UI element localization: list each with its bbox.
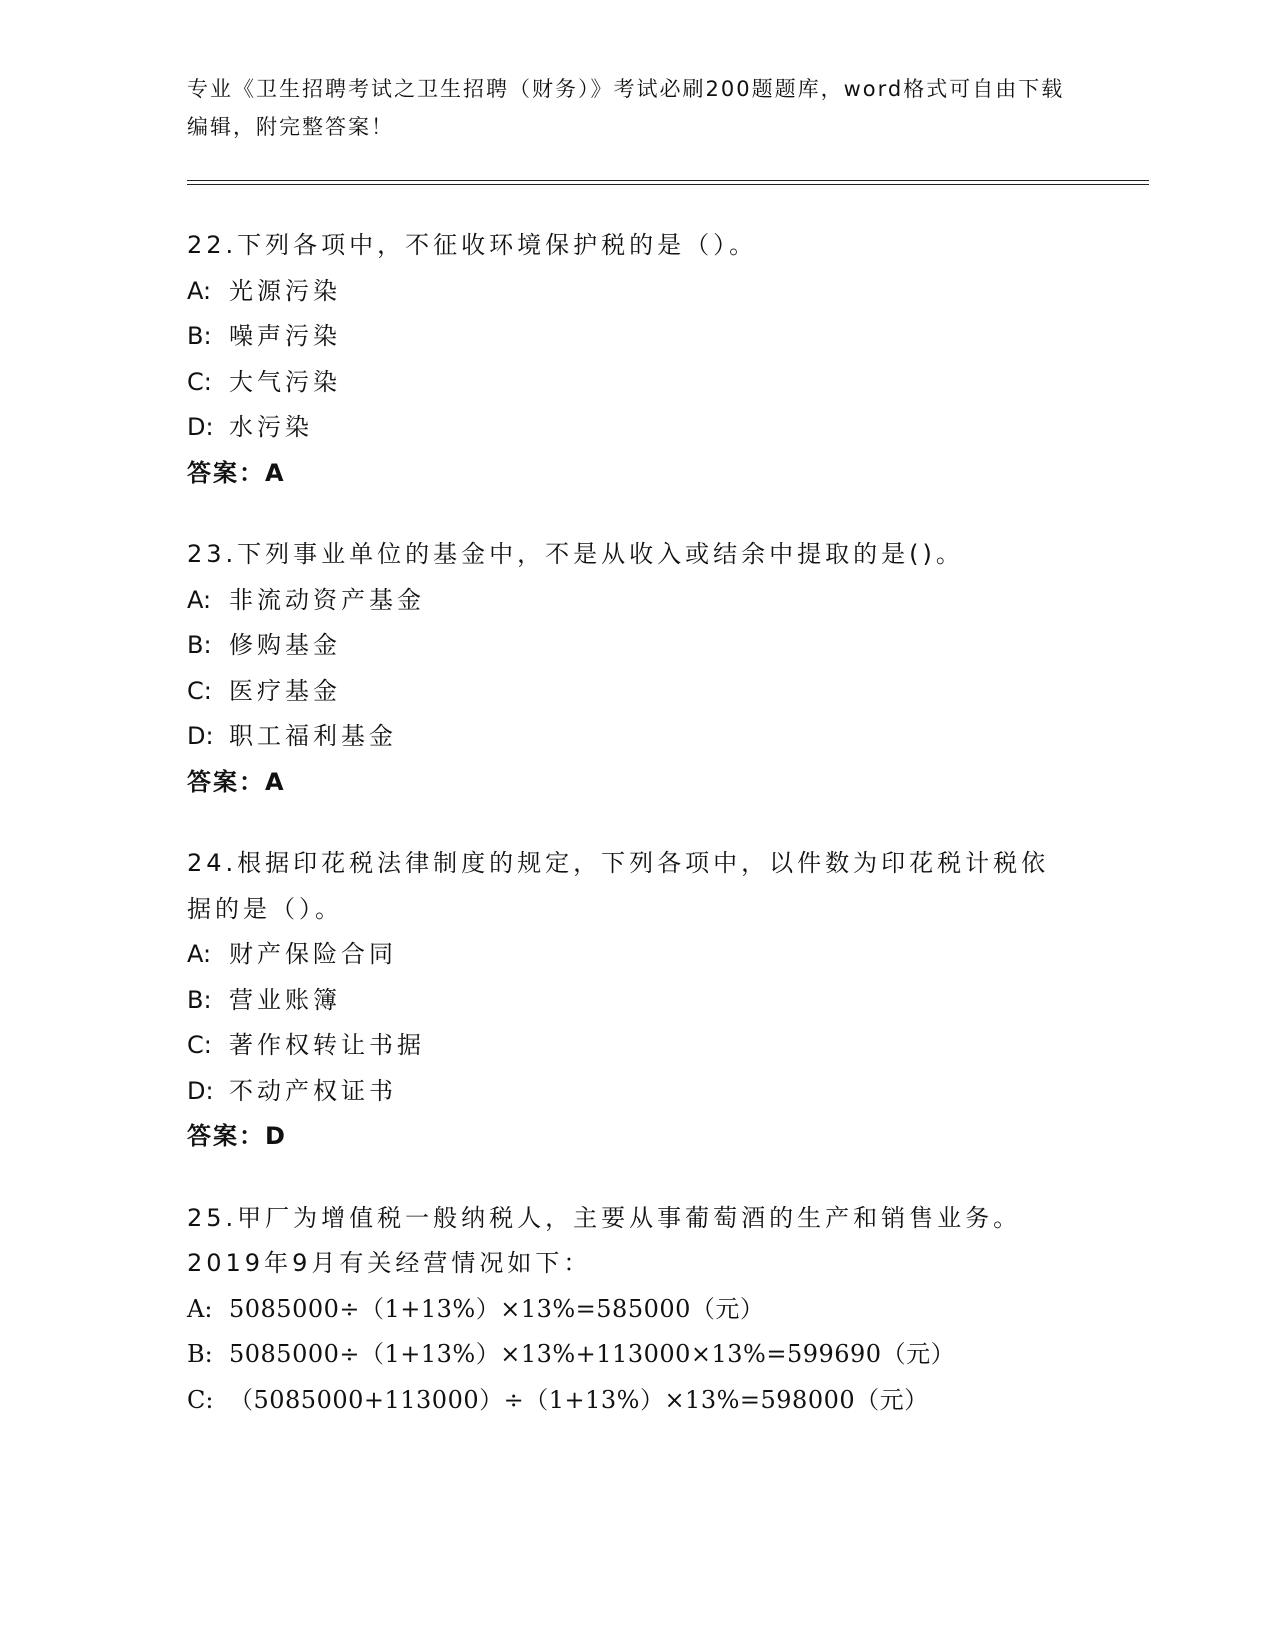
option-letter: A: xyxy=(187,1294,213,1323)
option-text: 不动产权证书 xyxy=(229,1076,397,1105)
option-letter: C: xyxy=(187,1031,212,1059)
question-24 xyxy=(187,841,1149,1160)
option-letter: D: xyxy=(187,413,214,441)
option-letter: C: xyxy=(187,1385,214,1414)
option-c xyxy=(187,1023,1149,1069)
option-text: 噪声污染 xyxy=(229,322,341,350)
option-c xyxy=(187,360,1149,406)
option-text: 大气污染 xyxy=(229,367,341,396)
option-a xyxy=(187,932,1149,978)
answer: 答案：D xyxy=(187,1122,287,1150)
question-text: 25.甲厂为增值税一般纳税人，主要从事葡萄酒的生产和销售业务。2019年9月有关经营情况如下： xyxy=(187,1203,1022,1277)
option-letter: B: xyxy=(187,985,212,1014)
option-c xyxy=(187,1378,1149,1424)
option-text: 医疗基金 xyxy=(229,676,341,705)
option-letter: A: xyxy=(187,585,212,614)
option-text: 水污染 xyxy=(229,413,313,441)
option-text: 著作权转让书据 xyxy=(229,1031,425,1059)
answer: 答案：A xyxy=(187,458,286,487)
option-letter: C: xyxy=(187,367,212,396)
question-text: 24.根据印花税法律制度的规定，下列各项中，以件数为印花税计税依据的是（）。 xyxy=(187,849,1050,923)
option-d xyxy=(187,1069,1149,1115)
option-a xyxy=(187,1287,1149,1333)
option-c xyxy=(187,669,1149,715)
option-a xyxy=(187,578,1149,624)
option-letter: A: xyxy=(187,276,212,305)
option-text: 5085000÷（1+13%）×13%+113000×13%=599690（元） xyxy=(229,1340,956,1368)
question-text: 22.下列各项中，不征收环境保护税的是（）。 xyxy=(187,231,758,259)
option-b xyxy=(187,314,1149,360)
option-text: 修购基金 xyxy=(229,631,341,659)
option-letter: B: xyxy=(187,631,212,659)
header-double-rule xyxy=(187,180,1149,185)
option-letter: B: xyxy=(187,1340,213,1368)
document-page xyxy=(187,70,1149,1459)
question-22 xyxy=(187,223,1149,496)
option-letter: C: xyxy=(187,676,212,705)
option-text: 非流动资产基金 xyxy=(229,585,425,614)
option-text: 财产保险合同 xyxy=(229,940,397,968)
option-letter: B: xyxy=(187,322,212,350)
option-b xyxy=(187,1332,1149,1378)
question-list xyxy=(187,223,1149,1423)
option-letter: D: xyxy=(187,722,214,750)
option-text: 光源污染 xyxy=(229,276,341,305)
document-header: 专业《卫生招聘考试之卫生招聘（财务）》考试必刷200题题库，word格式可自由下载编辑，附完整答案！ xyxy=(187,77,1065,139)
question-text: 23.下列事业单位的基金中，不是从收入或结余中提取的是()。 xyxy=(187,540,964,568)
question-23 xyxy=(187,532,1149,805)
option-b xyxy=(187,623,1149,669)
option-text: （5085000+113000）÷（1+13%）×13%=598000（元） xyxy=(229,1385,929,1414)
option-text: 5085000÷（1+13%）×13%=585000（元） xyxy=(229,1294,765,1323)
option-text: 职工福利基金 xyxy=(229,722,397,750)
answer: 答案：A xyxy=(187,767,286,796)
question-25 xyxy=(187,1196,1149,1424)
option-text: 营业账簿 xyxy=(229,985,341,1014)
option-d xyxy=(187,714,1149,760)
option-letter: A: xyxy=(187,940,212,968)
option-letter: D: xyxy=(187,1076,214,1105)
option-b xyxy=(187,978,1149,1024)
option-d xyxy=(187,405,1149,451)
option-a xyxy=(187,269,1149,315)
